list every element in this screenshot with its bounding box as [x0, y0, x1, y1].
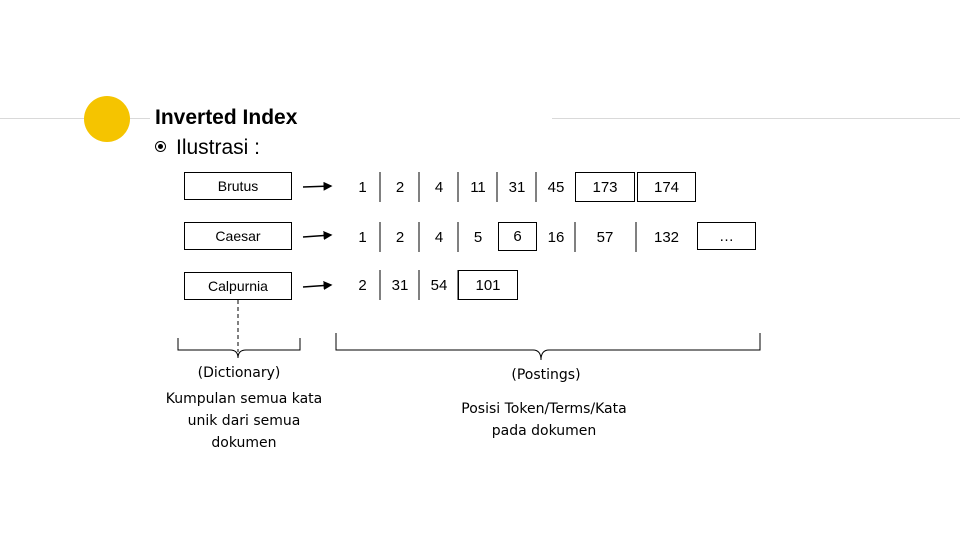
- posting-cell: 5: [473, 228, 483, 246]
- slide-title: Inverted Index: [155, 106, 298, 129]
- posting-cell: 31: [391, 276, 409, 294]
- term-caesar: Caesar: [184, 222, 292, 250]
- dictionary-label: (Dictionary): [197, 365, 281, 381]
- posting-cell: 4: [434, 228, 444, 246]
- posting-cell: 16: [547, 228, 565, 246]
- bullet-text: Ilustrasi :: [176, 136, 261, 159]
- posting-separators: [380, 172, 636, 300]
- postings-brace: [336, 333, 760, 360]
- posting-cell: 31: [508, 178, 526, 196]
- posting-cell: 6: [498, 222, 537, 251]
- posting-cell: 1: [358, 228, 367, 246]
- posting-cell: 54: [430, 276, 448, 294]
- term-brutus: Brutus: [184, 172, 292, 200]
- posting-cell: 101: [458, 270, 518, 300]
- posting-cell: 57: [596, 228, 614, 246]
- posting-cell: 1: [358, 178, 367, 196]
- dictionary-description: Kumpulan semua kata unik dari semua dokumen: [165, 391, 323, 451]
- arrow-caesar: [303, 235, 331, 237]
- posting-cell: 2: [395, 178, 405, 196]
- term-calpurnia: Calpurnia: [184, 272, 292, 300]
- posting-cell: 45: [547, 178, 565, 196]
- postings-description: Posisi Token/Terms/Kata pada dokumen: [461, 401, 627, 439]
- dictionary-brace: [178, 338, 300, 358]
- posting-cell: 174: [637, 172, 696, 202]
- posting-cell: 11: [470, 178, 486, 196]
- posting-cell: 2: [395, 228, 405, 246]
- posting-cell: 2: [358, 276, 367, 294]
- postings-label: (Postings): [511, 367, 581, 383]
- posting-cell-ellipsis: …: [697, 222, 756, 250]
- posting-cell: 132: [653, 228, 680, 246]
- posting-cell: 173: [575, 172, 635, 202]
- posting-cell: 4: [434, 178, 444, 196]
- arrow-calpurnia: [303, 285, 331, 287]
- arrow-brutus: [303, 186, 331, 187]
